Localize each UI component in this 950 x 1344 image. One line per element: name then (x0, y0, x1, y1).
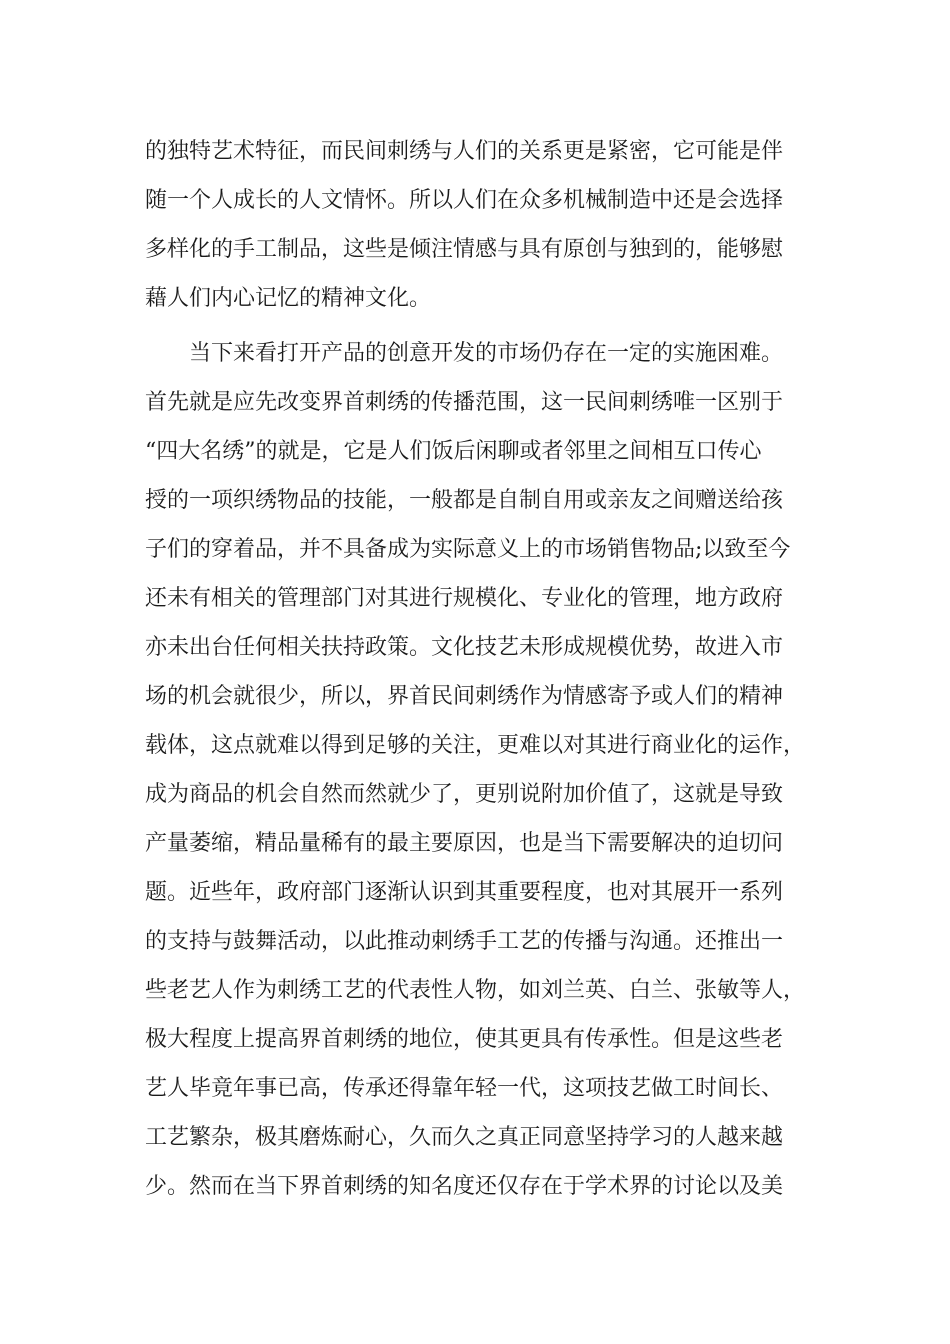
paragraph-2-line-14: 些老艺人作为刺绣工艺的代表性人物，如刘兰英、白兰、张敏等人， (145, 978, 806, 1003)
paragraph-2-line-13: 的支持与鼓舞活动，以此推动刺绣手工艺的传播与沟通。还推出一 (145, 929, 784, 954)
paragraph-2-line-11: 产量萎缩，精品量稀有的最主要原因，也是当下需要解决的迫切问 (145, 831, 784, 856)
paragraph-2-line-7: 亦未出台任何相关扶持政策。文化技艺未形成规模优势，故进入市 (145, 635, 784, 660)
paragraph-2-line-2: 首先就是应先改变界首刺绣的传播范围，这一民间刺绣唯一区别于 (145, 390, 784, 415)
paragraph-1-line-2: 随一个人成长的人文情怀。所以人们在众多机械制造中还是会选择 (145, 188, 784, 213)
paragraph-2-line-10: 成为商品的机会自然而然就少了，更别说附加价值了，这就是导致 (145, 782, 784, 807)
paragraph-2-line-5: 子们的穿着品，并不具备成为实际意义上的市场销售物品;以致至今 (145, 537, 791, 562)
paragraph-2-line-1: 当下来看打开产品的创意开发的市场仍存在一定的实施困难。 (189, 341, 784, 366)
paragraph-1-line-3: 多样化的手工制品，这些是倾注情感与具有原创与独到的，能够慰 (145, 237, 784, 262)
paragraph-2-line-12: 题。近些年，政府部门逐渐认识到其重要程度，也对其展开一系列 (145, 880, 784, 905)
paragraph-2-line-3: “四大名绣”的就是，它是人们饭后闲聊或者邻里之间相互口传心 (145, 439, 762, 464)
paragraph-2-line-9: 载体，这点就难以得到足够的关注，更难以对其进行商业化的运作， (145, 733, 806, 758)
paragraph-2-line-16: 艺人毕竟年事已高，传承还得靠年轻一代，这项技艺做工时间长、 (145, 1076, 784, 1101)
paragraph-1-line-1: 的独特艺术特征，而民间刺绣与人们的关系更是紧密，它可能是伴 (145, 139, 784, 164)
paragraph-2-line-4: 授的一项织绣物品的技能，一般都是自制自用或亲友之间赠送给孩 (145, 488, 784, 513)
paragraph-2-line-15: 极大程度上提高界首刺绣的地位，使其更具有传承性。但是这些老 (145, 1027, 784, 1052)
paragraph-2-line-17: 工艺繁杂，极其磨炼耐心，久而久之真正同意坚持学习的人越来越 (145, 1125, 784, 1150)
paragraph-2-line-18: 少。然而在当下界首刺绣的知名度还仅存在于学术界的讨论以及美 (145, 1174, 784, 1199)
paragraph-2-line-8: 场的机会就很少，所以，界首民间刺绣作为情感寄予或人们的精神 (145, 684, 784, 709)
paragraph-2-line-6: 还未有相关的管理部门对其进行规模化、专业化的管理，地方政府 (145, 586, 784, 611)
document-body (145, 0, 815, 1344)
paragraph-1-line-4: 藉人们内心记忆的精神文化。 (145, 286, 432, 311)
